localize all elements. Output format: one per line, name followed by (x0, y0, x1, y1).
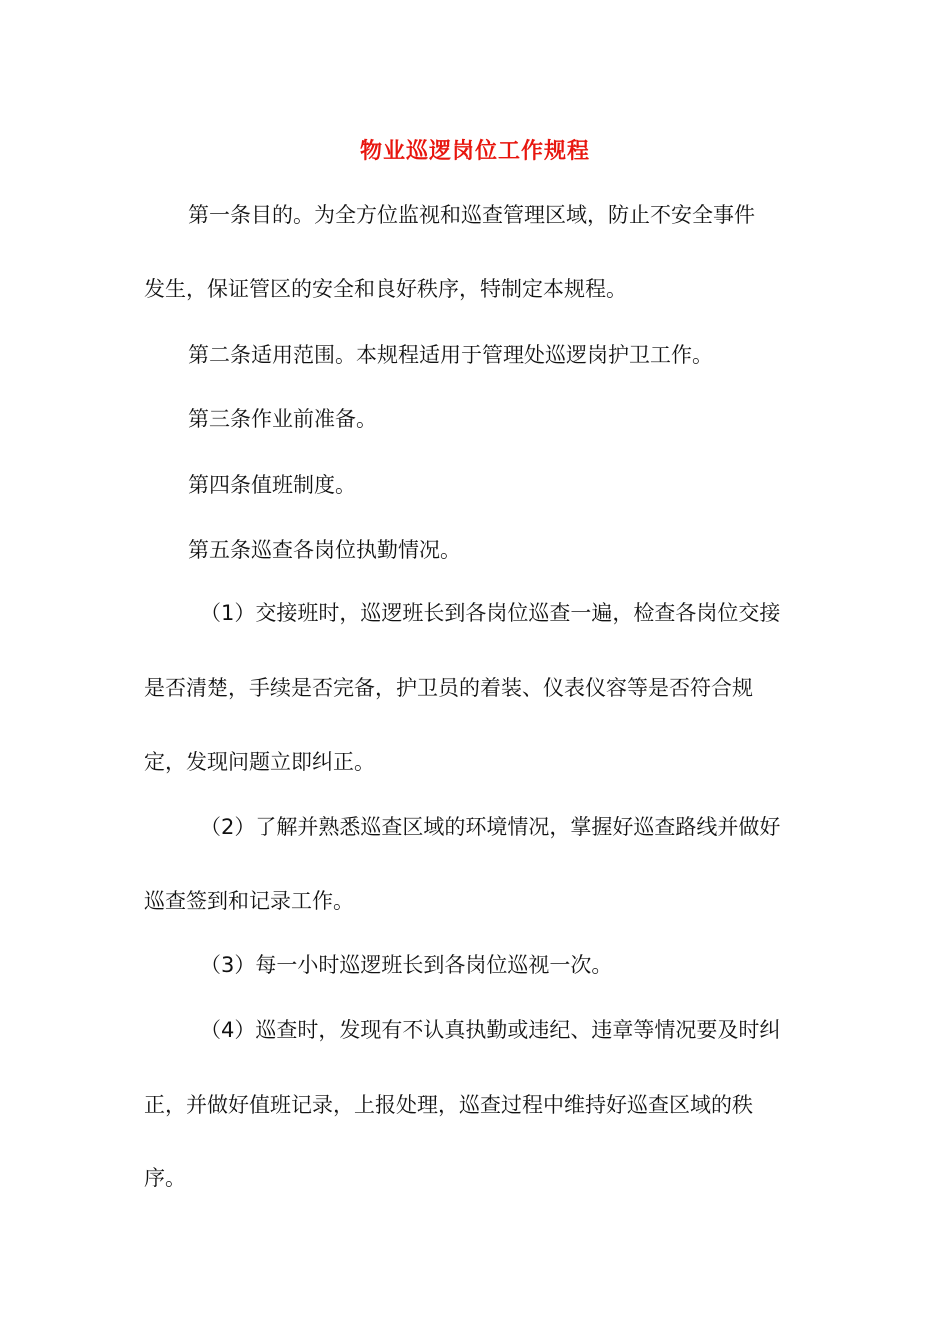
paragraph-line: 发生，保证管区的安全和良好秩序，特制定本规程。 (144, 277, 627, 301)
paragraph-line: 第三条作业前准备。 (188, 407, 377, 431)
paragraph-line: （4）巡查时，发现有不认真执勤或违纪、违章等情况要及时纠 (200, 1018, 781, 1042)
paragraph-line: 第一条目的。为全方位监视和巡查管理区域，防止不安全事件 (188, 203, 755, 227)
document-title: 物业巡逻岗位工作规程 (359, 139, 590, 164)
paragraph-line: （2）了解并熟悉巡查区域的环境情况，掌握好巡查路线并做好 (200, 815, 781, 839)
paragraph-line: 是否清楚，手续是否完备，护卫员的着装、仪表仪容等是否符合规 (144, 676, 753, 700)
paragraph-line: 第五条巡查各岗位执勤情况。 (188, 538, 461, 562)
paragraph-line: 第四条值班制度。 (188, 473, 356, 497)
paragraph-line: 序。 (144, 1166, 186, 1190)
paragraph-line: 正，并做好值班记录，上报处理，巡查过程中维持好巡查区域的秩 (144, 1093, 753, 1117)
paragraph-line: 定，发现问题立即纠正。 (144, 750, 375, 774)
paragraph-line: 巡查签到和记录工作。 (144, 889, 354, 913)
paragraph-line: 第二条适用范围。本规程适用于管理处巡逻岗护卫工作。 (188, 343, 713, 367)
paragraph-line: （1）交接班时，巡逻班长到各岗位巡查一遍，检查各岗位交接 (200, 601, 781, 625)
paragraph-line: （3）每一小时巡逻班长到各岗位巡视一次。 (200, 953, 613, 977)
